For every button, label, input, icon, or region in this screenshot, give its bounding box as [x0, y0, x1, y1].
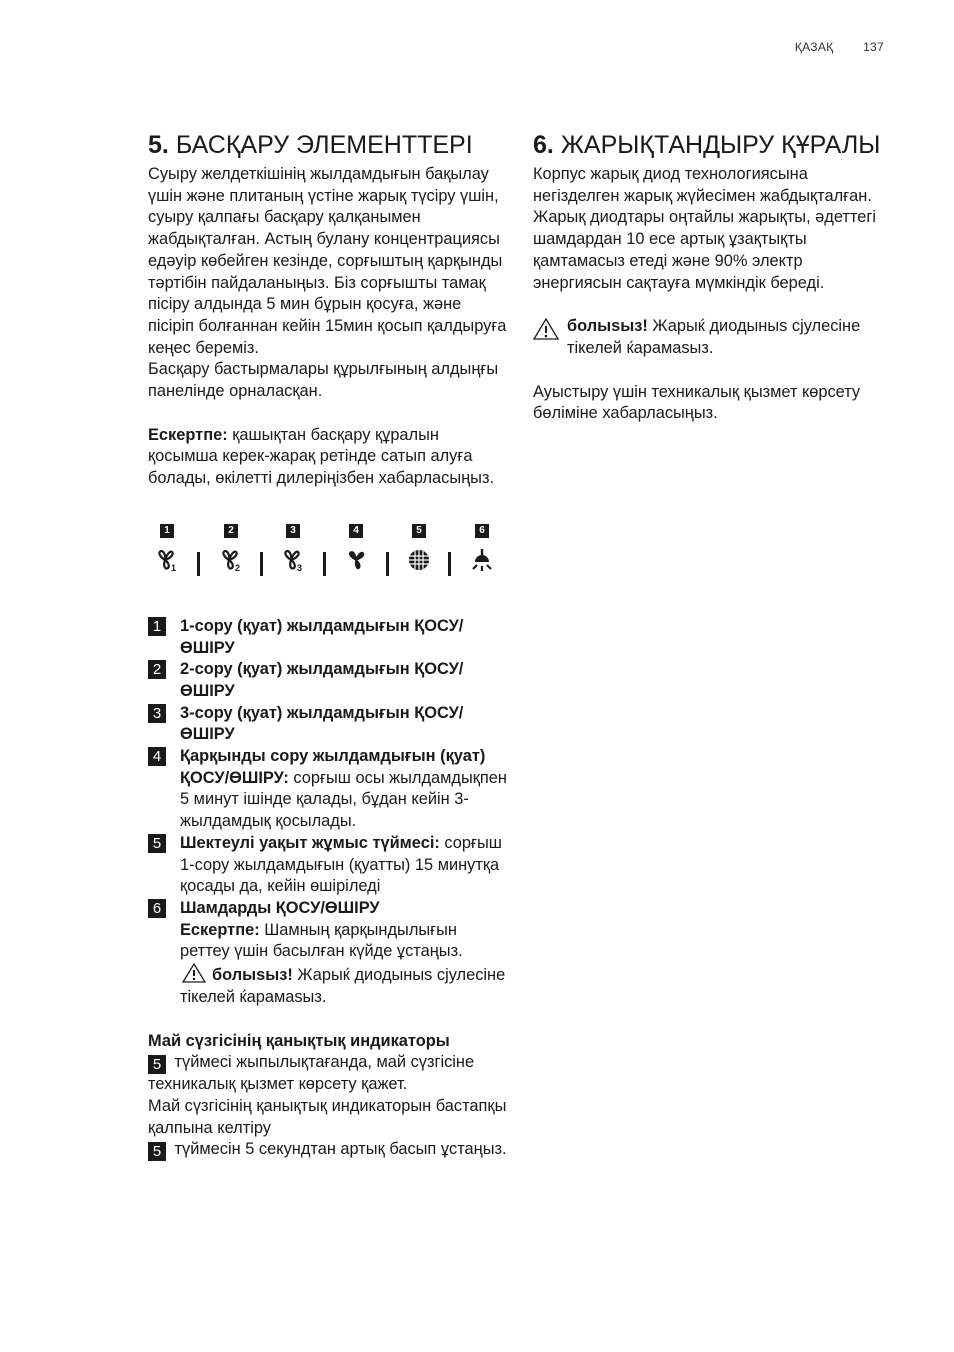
svg-text:3: 3 — [297, 562, 303, 572]
control-5: 5 — [407, 520, 431, 572]
control-2: 2 2 — [219, 520, 243, 572]
control-6: 6 — [470, 520, 494, 572]
section-5-title: 5. БАСҚАРУ ЭЛЕМЕНТТЕРІ — [148, 131, 473, 159]
filter-indicator-title: Май сүзгісінің қанықтық индикаторы — [148, 1031, 450, 1050]
section-controls — [148, 130, 508, 1161]
warning-block: болыsыз! Жарыќ диодыныs сjулесіне тікелей ќарамаsыз. — [533, 316, 885, 359]
svg-text:1: 1 — [171, 562, 177, 572]
list-item: 1 1-сору (қуат) жылдамдығын ҚОСУ/ӨШІРУ — [148, 616, 508, 659]
section-5-panel-text: Басқару бастырмалары құрылғының алдыңғы панелінде орналасқан. — [148, 360, 499, 401]
filter-reset-instruction: 5 түймесін 5 секундтан артық басып ұстаңыз. — [148, 1139, 508, 1161]
list-item: 4 Қарқынды сору жылдамдығын (қуат) ҚОСУ/ӨШІРУ: сорғыш осы жылдамдықпен 5 минут ішінде қалады, бұдан кейін 3-жылдамдық қосылады. — [148, 746, 508, 833]
fan-speed-1-icon — [155, 548, 179, 572]
svg-text:2: 2 — [235, 562, 241, 572]
section-6-text: Жарық диодтары оңтайлы жарықты, әдеттегі шамдардан 10 есе артық ұзақтықты қамтамасыз етеді және 90% электр энергиясын сақтауға мүмкіндік береді. — [533, 208, 877, 292]
language-label: ҚАЗАҚ — [794, 40, 834, 54]
list-item: 2 2-сору (қуат) жылдамдығын ҚОСУ/ӨШІРУ — [148, 659, 508, 702]
section-6-title: 6. ЖАРЫҚТАНДЫРУ ҚҰРАЛЫ — [533, 131, 881, 159]
list-item: 3 3-сору (қуат) жылдамдығын ҚОСУ/ӨШІРУ — [148, 703, 508, 746]
light-bulb-icon — [470, 548, 494, 572]
warning-icon — [533, 318, 559, 340]
filter-reset-text: Май сүзгісінің қанықтық индикаторын бастапқы қалпына келтіру — [148, 1096, 507, 1137]
fan-speed-3-icon — [281, 548, 305, 572]
section-5-intro: Суыру желдеткішінің жылдамдығын бақылау үшін және плитаның үстіне жарық түсіру үшін, суыру қалпағы басқару қалқанымен жабдықталған. Астың булану концентрациясы едәуір көбейген кезінде, сорғыштың қарқынды тәртібін пайдаланыңыз. Біз сорғышты тамақ пісіру алдында 5 мин бұрын қосуға, және пісіріп болғаннан кейін 15мин қосып қалдыруға кеңес береміз. — [148, 165, 507, 357]
section-lighting — [533, 130, 885, 425]
control-3: 3 3 — [281, 520, 305, 572]
control-4: 4 — [344, 520, 368, 572]
page-number: 137 — [863, 40, 884, 54]
page-header — [769, 40, 884, 54]
intensive-fan-icon — [344, 548, 368, 572]
section-5-note: Ескертпе: қашықтан басқару құралын қосымша керек-жарақ ретінде сатып алуға болады, өкілетті дилеріңізбен хабарласыңыз. — [148, 425, 495, 488]
filter-indicator-text: 5 түймесі жыпылықтағанда, май сүзгісіне техникалық қызмет көрсету қажет. — [148, 1053, 475, 1094]
control-panel-diagram — [148, 520, 508, 590]
list-item: 5 Шектеулі уақыт жұмыс түймесі: сорғыш 1-сору жылдамдығын (қуатты) 15 минутқа қосады да, кейін өшіріледі — [148, 833, 508, 898]
list-item: 6 Шамдарды ҚОСУ/ӨШІРУ Ескертпе: Шамның қарқындылығын реттеу үшін басылған күйде ұстаңыз. болыsыз! Жарыќ диодыныs сjулесіне тікелей ќарамаsыз. — [148, 898, 508, 1009]
timer-grid-icon — [407, 548, 431, 572]
section-6-service-text: Ауыстыру үшін техникалық қызмет көрсету бөліміне хабарласыңыз. — [533, 382, 861, 423]
fan-speed-2-icon — [219, 548, 243, 572]
warning-icon — [182, 963, 206, 983]
section-6-intro: Корпус жарық диод технологиясына негізделген жарық жүйесімен жабдықталған. — [533, 165, 872, 205]
control-1: 1 1 — [155, 520, 179, 572]
